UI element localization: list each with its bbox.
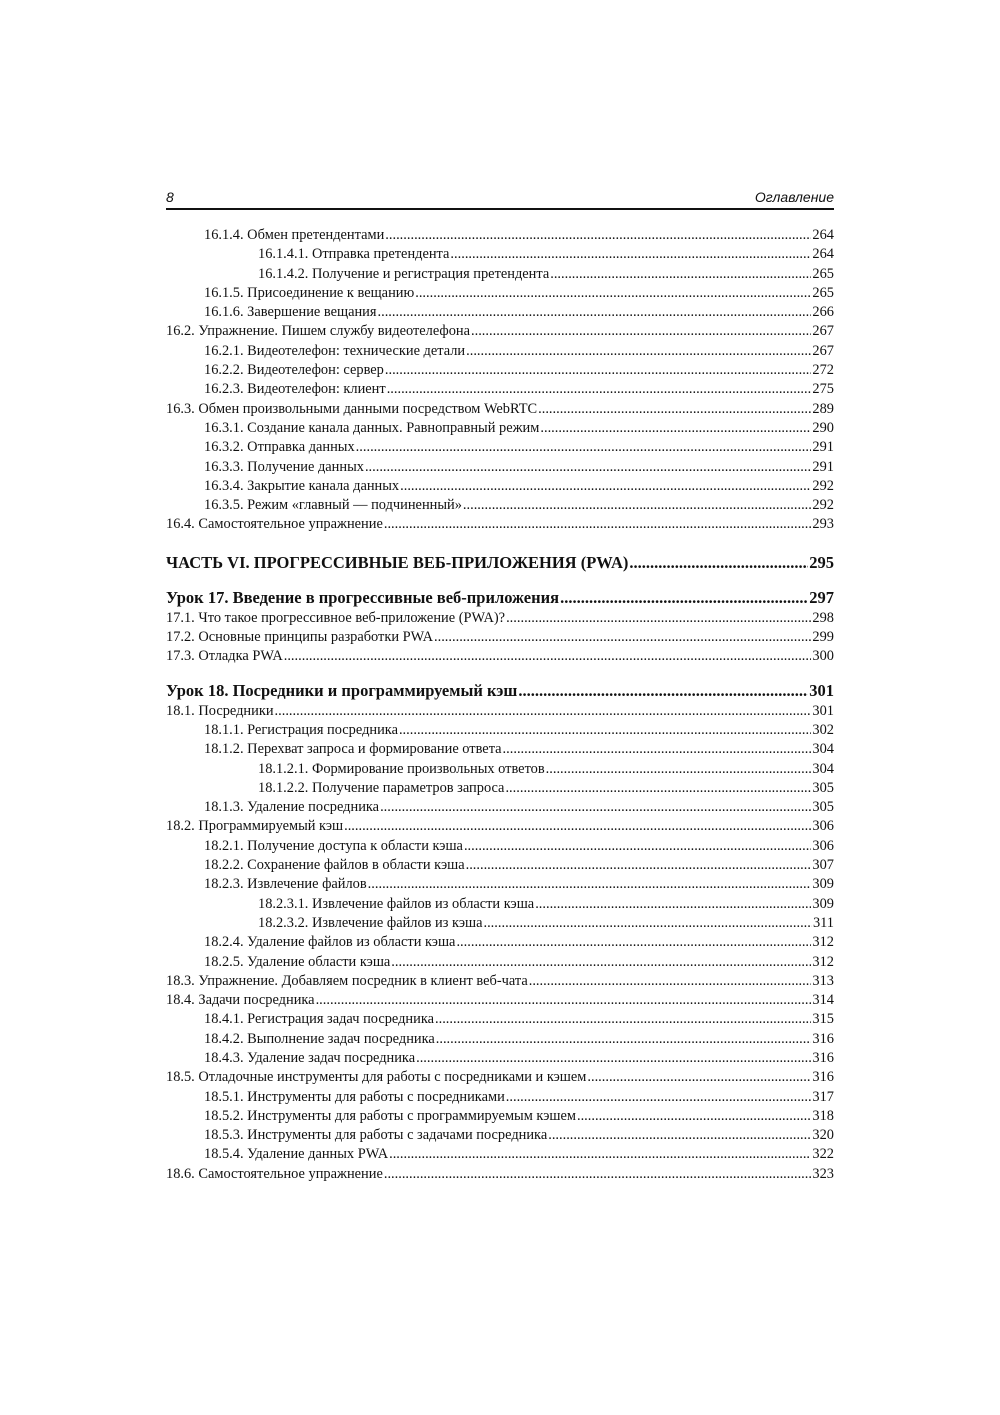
- toc-entry-page: 317: [812, 1088, 834, 1105]
- toc-entry: [166, 837, 834, 856]
- toc-entry-page: 312: [812, 953, 834, 970]
- toc-entry-page: 306: [812, 837, 834, 854]
- toc-entry: [166, 628, 834, 647]
- toc-entry-page: 301: [809, 680, 834, 700]
- toc-entry-page: 305: [812, 779, 834, 796]
- toc-entry-page: 301: [812, 702, 834, 719]
- toc-dot-leader: [415, 284, 811, 303]
- toc-entry-page: 299: [812, 629, 834, 646]
- toc-entry-page: 322: [812, 1146, 834, 1163]
- toc-entry: [166, 702, 834, 721]
- toc-dot-leader: [391, 953, 811, 972]
- toc-dot-leader: [466, 856, 812, 875]
- toc-entry: [166, 991, 834, 1010]
- toc-dot-leader: [506, 609, 811, 628]
- toc-entry: [166, 895, 834, 914]
- toc-dot-leader: [503, 740, 812, 759]
- toc-dot-leader: [587, 1068, 811, 1087]
- toc-entry: [166, 953, 834, 972]
- toc-dot-leader: [466, 342, 811, 361]
- toc-dot-leader: [506, 1088, 812, 1107]
- toc-entry: [166, 647, 834, 666]
- toc-dot-leader: [540, 419, 811, 438]
- toc-entry: [166, 1145, 834, 1164]
- toc-entry-title: 18.2.4. Удаление файлов из области кэша: [204, 934, 456, 951]
- toc-entry-page: 309: [812, 895, 834, 912]
- toc-part-heading: [166, 552, 834, 574]
- toc-entry-title: 18.4. Задачи посредника: [166, 992, 315, 1009]
- toc-entry: [166, 400, 834, 419]
- toc-entry: [166, 856, 834, 875]
- toc-entry-title: 16.2.2. Видеотелефон: сервер: [204, 362, 384, 379]
- toc-entry-page: 275: [812, 381, 834, 398]
- toc-entry-page: 314: [812, 992, 834, 1009]
- toc-entry-title: 18.5.4. Удаление данных PWA: [204, 1146, 389, 1163]
- toc-dot-leader: [560, 587, 808, 609]
- toc-entry-title: 16.3.3. Получение данных: [204, 458, 364, 475]
- toc-entry: [166, 226, 834, 245]
- toc-entry-title: 16.3.5. Режим «главный — подчиненный»: [204, 497, 462, 514]
- toc-entry-title: 16.1.6. Завершение вещания: [204, 304, 377, 321]
- toc-entry: [166, 438, 834, 457]
- toc-entry-title: 18.2.3.2. Извлечение файлов из кэша: [258, 914, 483, 931]
- toc-entry: [166, 1030, 834, 1049]
- toc-dot-leader: [577, 1107, 811, 1126]
- toc-entry-title: 18.2. Программируемый кэш: [166, 818, 344, 835]
- toc-entry: [166, 1049, 834, 1068]
- toc-entry-title: 18.4.1. Регистрация задач посредника: [204, 1011, 434, 1028]
- toc-entry-page: 300: [812, 648, 834, 665]
- toc-dot-leader: [629, 552, 808, 574]
- toc-entry-title: 16.1.5. Присоединение к вещанию: [204, 284, 415, 301]
- toc-entry-title: 16.2.3. Видеотелефон: клиент: [204, 381, 386, 398]
- toc-entry-page: 312: [812, 934, 834, 951]
- page-number: 8: [166, 189, 174, 205]
- toc-dot-leader: [505, 779, 811, 798]
- toc-entry-title: 18.5. Отладочные инструменты для работы с посредниками и кэшем: [166, 1069, 587, 1086]
- toc-dot-leader: [284, 647, 812, 666]
- toc-entry: [166, 798, 834, 817]
- toc-entry: [166, 342, 834, 361]
- toc-dot-leader: [550, 265, 811, 284]
- toc-entry: [166, 740, 834, 759]
- toc-entry-page: 304: [812, 760, 834, 777]
- toc-entry-page: 266: [812, 304, 834, 321]
- toc-dot-leader: [365, 458, 811, 477]
- toc-dot-leader: [464, 837, 811, 856]
- toc-entry: [166, 284, 834, 303]
- toc-entry-page: 290: [812, 419, 834, 436]
- toc-entry-title: 16.1.4. Обмен претендентами: [204, 227, 385, 243]
- toc-entry-page: 311: [812, 914, 834, 931]
- toc-entry-page: 309: [812, 876, 834, 893]
- toc-entry-page: 267: [812, 323, 834, 340]
- toc-entry-title: 18.5.1. Инструменты для работы с посредниками: [204, 1088, 505, 1105]
- toc-entry: [166, 380, 834, 399]
- toc-entry-title: 18.1.2. Перехват запроса и формирование ответа: [204, 741, 502, 758]
- toc-entry-title: 17.2. Основные принципы разработки PWA: [166, 629, 434, 646]
- toc-entry-page: 315: [812, 1011, 834, 1028]
- toc-dot-leader: [356, 438, 812, 457]
- toc-entry-page: 292: [812, 497, 834, 514]
- toc-entry-title: 18.1.2.1. Формирование произвольных ответов: [258, 760, 545, 777]
- toc-dot-leader: [387, 380, 812, 399]
- toc-dot-leader: [316, 991, 812, 1010]
- toc-entry-title: Урок 17. Введение в прогрессивные веб-приложения: [166, 587, 560, 607]
- toc-dot-leader: [518, 680, 808, 702]
- toc-entry-title: 18.3. Упражнение. Добавляем посредник в клиент веб-чата: [166, 972, 528, 989]
- toc-entry: [166, 1165, 834, 1184]
- toc-entry-page: 307: [812, 857, 834, 874]
- toc-entry: [166, 609, 834, 628]
- toc-dot-leader: [378, 303, 812, 322]
- toc-entry-page: 316: [812, 1030, 834, 1047]
- toc-entry-title: 18.2.2. Сохранение файлов в области кэша: [204, 857, 465, 874]
- toc-entry: [166, 875, 834, 894]
- toc-entry: [166, 779, 834, 798]
- toc-entry-title: 18.6. Самостоятельное упражнение: [166, 1165, 383, 1182]
- toc-dot-leader: [450, 245, 811, 264]
- page-header: [166, 188, 834, 210]
- toc-entry: [166, 458, 834, 477]
- toc-entry-title: 18.5.3. Инструменты для работы с задачами посредника: [204, 1127, 548, 1144]
- toc-entry-page: 316: [812, 1069, 834, 1086]
- toc-entry-page: 292: [812, 477, 834, 494]
- toc-entry-page: 306: [812, 818, 834, 835]
- toc-entry-title: 17.1. Что такое прогрессивное веб-приложение (PWA)?: [166, 609, 506, 626]
- toc-entry: [166, 515, 834, 534]
- toc-dot-leader: [384, 515, 812, 534]
- toc-dot-leader: [385, 361, 812, 380]
- toc-dot-leader: [435, 1010, 811, 1029]
- toc-entry: [166, 721, 834, 740]
- toc-entry-title: 16.1.4.1. Отправка претендента: [258, 246, 450, 263]
- toc-entry-title: 18.2.5. Удаление области кэша: [204, 953, 391, 970]
- toc-entry-title: 16.1.4.2. Получение и регистрация претендента: [258, 265, 550, 282]
- toc-entry: [166, 303, 834, 322]
- toc-entry-title: 18.1.3. Удаление посредника: [204, 799, 380, 816]
- toc-dot-leader: [483, 914, 811, 933]
- toc-entry-title: 16.4. Самостоятельное упражнение: [166, 516, 383, 533]
- toc-entry-title: 18.2.1. Получение доступа к области кэша: [204, 837, 463, 854]
- toc-dot-leader: [436, 1030, 812, 1049]
- toc-entry-page: 265: [812, 265, 834, 282]
- toc-entry-title: 16.3.2. Отправка данных: [204, 439, 355, 456]
- toc-entry-page: 316: [812, 1049, 834, 1066]
- toc-entry-title: Урок 18. Посредники и программируемый кэш: [166, 680, 518, 700]
- toc-entry-page: 295: [809, 552, 834, 572]
- toc-entry-page: 272: [812, 362, 834, 379]
- toc-entry-title: 18.2.3. Извлечение файлов: [204, 876, 367, 893]
- toc-entry: [166, 1126, 834, 1145]
- toc-lesson-heading: [166, 680, 834, 702]
- toc-dot-leader: [548, 1126, 811, 1145]
- toc-entry-page: 264: [812, 246, 834, 263]
- table-of-contents: [166, 226, 834, 1184]
- toc-entry: [166, 1088, 834, 1107]
- toc-entry-page: 298: [812, 609, 834, 626]
- toc-dot-leader: [344, 817, 811, 836]
- toc-entry-title: 18.4.3. Удаление задач посредника: [204, 1049, 416, 1066]
- toc-entry-page: 267: [812, 342, 834, 359]
- toc-entry: [166, 322, 834, 341]
- running-title: Оглавление: [754, 189, 834, 205]
- toc-dot-leader: [535, 895, 811, 914]
- toc-entry-page: 305: [812, 799, 834, 816]
- toc-lesson-heading: [166, 587, 834, 609]
- toc-dot-leader: [389, 1145, 811, 1164]
- toc-entry-page: 293: [812, 516, 834, 533]
- toc-entry-title: 18.5.2. Инструменты для работы с программируемым кэшем: [204, 1107, 576, 1124]
- toc-entry-title: 18.4.2. Выполнение задач посредника: [204, 1030, 435, 1047]
- toc-entry-title: 17.3. Отладка PWA: [166, 648, 283, 665]
- toc-entry: [166, 361, 834, 380]
- toc-entry: [166, 760, 834, 779]
- toc-entry-page: 313: [812, 972, 834, 989]
- toc-dot-leader: [463, 496, 812, 515]
- toc-entry-page: 265: [812, 284, 834, 301]
- toc-dot-leader: [400, 477, 811, 496]
- toc-entry-page: 291: [812, 439, 834, 456]
- toc-entry-title: 16.3.1. Создание канала данных. Равноправный режим: [204, 419, 540, 436]
- toc-dot-leader: [538, 400, 811, 419]
- toc-dot-leader: [368, 875, 812, 894]
- toc-entry-title: 18.2.3.1. Извлечение файлов из области кэша: [258, 895, 535, 912]
- toc-entry: [166, 477, 834, 496]
- toc-entry-title: 16.2.1. Видеотелефон: технические детали: [204, 342, 466, 359]
- toc-entry-title: ЧАСТЬ VI. ПРОГРЕССИВНЫЕ ВЕБ-ПРИЛОЖЕНИЯ (PWA): [166, 552, 629, 572]
- toc-dot-leader: [380, 798, 811, 817]
- toc-dot-leader: [471, 322, 811, 341]
- toc-entry-page: 291: [812, 458, 834, 475]
- toc-entry: [166, 1107, 834, 1126]
- toc-dot-leader: [399, 721, 811, 740]
- toc-dot-leader: [546, 760, 812, 779]
- toc-entry: [166, 245, 834, 264]
- toc-entry: [166, 1068, 834, 1087]
- toc-entry-title: 16.3.4. Закрытие канала данных: [204, 477, 400, 494]
- toc-entry-page: 323: [812, 1165, 834, 1182]
- toc-entry: [166, 419, 834, 438]
- toc-entry-title: 18.1.2.2. Получение параметров запроса: [258, 779, 505, 796]
- toc-entry-page: 304: [812, 741, 834, 758]
- toc-entry-page: 264: [812, 227, 834, 243]
- toc-entry-page: 320: [812, 1127, 834, 1144]
- toc-entry: [166, 1010, 834, 1029]
- toc-dot-leader: [416, 1049, 811, 1068]
- toc-dot-leader: [385, 226, 811, 245]
- toc-dot-leader: [275, 702, 812, 721]
- toc-entry-title: 16.2. Упражнение. Пишем службу видеотелефона: [166, 323, 471, 340]
- toc-dot-leader: [529, 972, 812, 991]
- toc-entry: [166, 933, 834, 952]
- toc-entry-title: 16.3. Обмен произвольными данными посредством WebRTC: [166, 400, 538, 417]
- toc-entry-page: 297: [809, 587, 834, 607]
- toc-dot-leader: [384, 1165, 812, 1184]
- toc-entry: [166, 914, 834, 933]
- toc-entry-title: 18.1.1. Регистрация посредника: [204, 721, 398, 738]
- toc-entry: [166, 496, 834, 515]
- toc-entry-title: 18.1. Посредники: [166, 702, 274, 719]
- toc-entry: [166, 265, 834, 284]
- toc-dot-leader: [456, 933, 811, 952]
- toc-entry-page: 318: [812, 1107, 834, 1124]
- toc-entry: [166, 972, 834, 991]
- toc-entry-page: 289: [812, 400, 834, 417]
- toc-dot-leader: [434, 628, 811, 647]
- toc-entry: [166, 817, 834, 836]
- toc-entry-page: 302: [812, 721, 834, 738]
